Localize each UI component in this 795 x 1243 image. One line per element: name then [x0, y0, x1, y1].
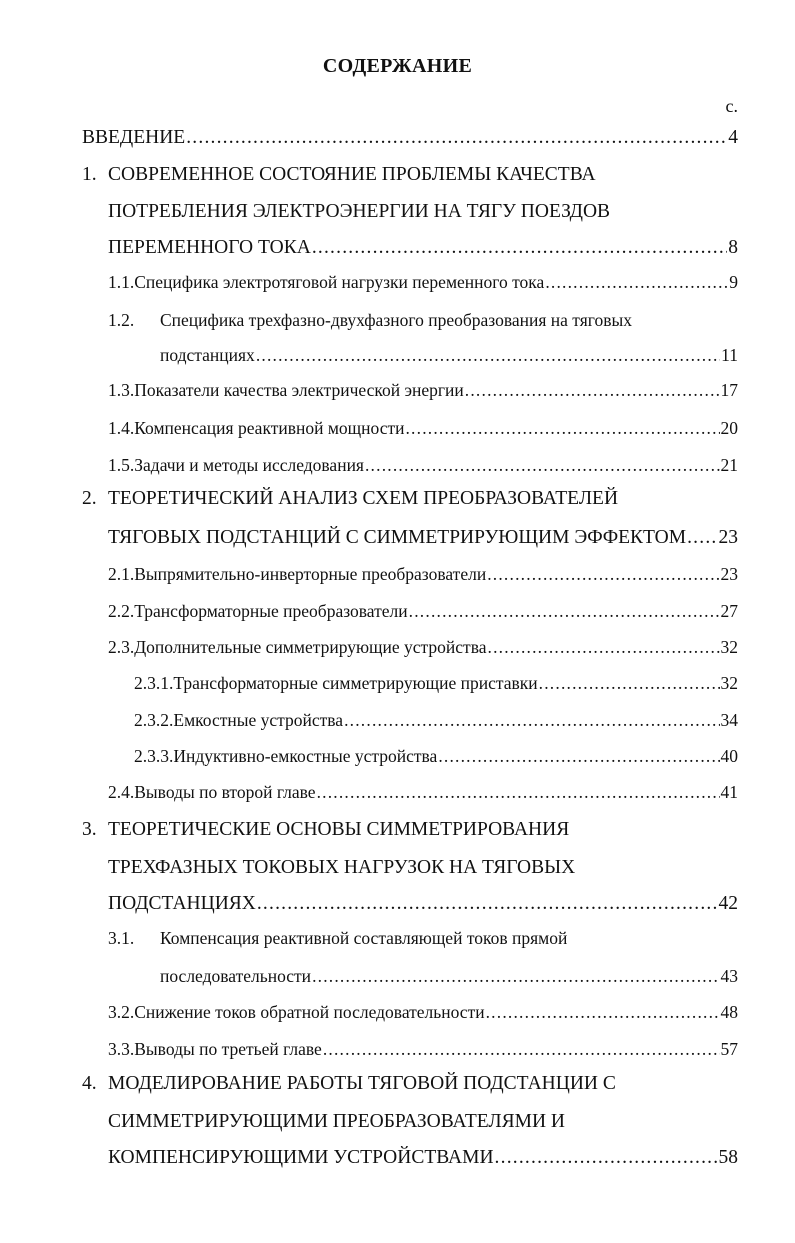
toc-line — [134, 710, 738, 736]
toc-entry-title: Специфика трехфазно-двухфазного преобразования на тяговых — [160, 310, 633, 330]
toc-entry-title: СИММЕТРИРУЮЩИМИ ПРЕОБРАЗОВАТЕЛЯМИ И — [108, 1111, 566, 1132]
toc-entry-title: ВВЕДЕНИЕ — [82, 127, 186, 148]
toc-entry-title: ПЕРЕМЕННОГО ТОКА — [108, 237, 311, 258]
toc-page-number: 58 — [718, 1147, 738, 1168]
toc-entry-number: 1.3. — [108, 380, 135, 400]
toc-line — [108, 1039, 738, 1065]
toc-line — [134, 673, 738, 699]
toc-page-number: 23 — [718, 527, 738, 548]
dot-leader — [465, 380, 720, 401]
toc-page-number: 41 — [720, 782, 738, 802]
toc-entry-number: 2.2. — [108, 601, 135, 621]
toc-entry-title: Снижение токов обратной последовательности — [134, 1002, 485, 1022]
toc-entry-title: Дополнительные симметрирующие устройства — [134, 637, 487, 657]
toc-entry-number: 1.2. — [108, 310, 135, 330]
dot-leader — [317, 782, 720, 803]
toc-entry-number: 2.3.2. — [134, 710, 174, 730]
toc-line — [108, 928, 738, 954]
toc-line — [134, 746, 738, 772]
toc-entry-title: Выводы по третьей главе — [134, 1039, 322, 1059]
dot-leader — [486, 1002, 720, 1023]
toc-page-number: 9 — [729, 272, 738, 292]
toc-entry-title: СОВРЕМЕННОЕ СОСТОЯНИЕ ПРОБЛЕМЫ КАЧЕСТВА — [108, 164, 596, 185]
dot-leader — [256, 345, 720, 366]
dot-leader — [323, 1039, 720, 1060]
toc-line — [108, 1002, 738, 1028]
toc-page-number: 42 — [718, 893, 738, 914]
toc-entry-title: Задачи и методы исследования — [134, 455, 364, 475]
dot-leader — [344, 710, 719, 731]
toc-entry-title: Выводы по второй главе — [134, 782, 316, 802]
toc-entry-title: ПОДСТАНЦИЯХ — [108, 893, 256, 914]
toc-page-number: 11 — [721, 345, 738, 365]
toc-page-number: 27 — [720, 601, 738, 621]
toc-entry-title: Компенсация реактивной мощности — [134, 418, 405, 438]
toc-page-number: 43 — [720, 966, 738, 986]
toc-line — [108, 637, 738, 663]
toc-entry-title: Компенсация реактивной составляющей токов прямой — [160, 928, 568, 948]
dot-leader — [405, 418, 719, 439]
toc-entry-title: КОМПЕНСИРУЮЩИМИ УСТРОЙСТВАМИ — [108, 1147, 494, 1168]
toc-line — [108, 1111, 738, 1137]
toc-page-number: 8 — [728, 237, 738, 258]
dot-leader — [438, 746, 719, 767]
toc-line — [108, 1147, 738, 1173]
toc-entry-title: Трансформаторные симметрирующие приставки — [173, 673, 538, 693]
page-title: СОДЕРЖАНИЕ — [322, 55, 473, 77]
toc-entry-number: 2.4. — [108, 782, 135, 802]
toc-line — [82, 819, 738, 845]
toc-line — [108, 527, 738, 553]
toc-line — [108, 272, 738, 298]
dot-leader — [409, 601, 720, 622]
toc-entry-number: 3.3. — [108, 1039, 135, 1059]
toc-entry-number: 2.3. — [108, 637, 135, 657]
toc-line — [160, 966, 738, 992]
dot-leader — [186, 127, 727, 149]
toc-page-number: 17 — [720, 380, 738, 400]
toc-page-number: 32 — [720, 673, 738, 693]
toc-line — [108, 418, 738, 444]
toc-page-number: 34 — [720, 710, 738, 730]
toc-page-number: 32 — [720, 637, 738, 657]
toc-entry-title: ТЯГОВЫХ ПОДСТАНЦИЙ С СИММЕТРИРУЮЩИМ ЭФФЕКТОМ — [108, 527, 687, 548]
dot-leader — [257, 893, 718, 915]
toc-entry-number: 4. — [82, 1073, 97, 1094]
page-column-label: с. — [725, 96, 738, 116]
dot-leader — [365, 455, 720, 476]
toc-page-number: 4 — [728, 127, 738, 148]
dot-leader — [545, 272, 728, 293]
toc-line — [82, 164, 738, 190]
toc-entry-title: ПОТРЕБЛЕНИЯ ЭЛЕКТРОЭНЕРГИИ НА ТЯГУ ПОЕЗДОВ — [108, 201, 611, 222]
toc-line — [108, 893, 738, 919]
toc-line — [108, 455, 738, 481]
toc-entry-title: ТЕОРЕТИЧЕСКИЙ АНАЛИЗ СХЕМ ПРЕОБРАЗОВАТЕЛЕЙ — [108, 488, 619, 509]
toc-entry-title: ТЕОРЕТИЧЕСКИЕ ОСНОВЫ СИММЕТРИРОВАНИЯ — [108, 819, 570, 840]
toc-line — [82, 488, 738, 514]
toc-entry-number: 2.3.3. — [134, 746, 174, 766]
toc-entry-title: Специфика электротяговой нагрузки переменного тока — [134, 272, 545, 292]
toc-line — [108, 564, 738, 590]
dot-leader — [487, 564, 719, 585]
toc-entry-title: МОДЕЛИРОВАНИЕ РАБОТЫ ТЯГОВОЙ ПОДСТАНЦИИ С — [108, 1073, 616, 1094]
toc-entry-title: ТРЕХФАЗНЫХ ТОКОВЫХ НАГРУЗОК НА ТЯГОВЫХ — [108, 857, 576, 878]
toc-entry-number: 1.5. — [108, 455, 135, 475]
toc-line — [160, 345, 738, 371]
dot-leader — [687, 527, 717, 549]
toc-line — [108, 310, 738, 336]
toc-page-number: 57 — [720, 1039, 738, 1059]
toc-entry-title: Показатели качества электрической энергии — [134, 380, 464, 400]
toc-entry-number: 3. — [82, 819, 97, 840]
dot-leader — [539, 673, 720, 694]
toc-entry-number: 1.1. — [108, 272, 135, 292]
toc-entry-number: 2.3.1. — [134, 673, 174, 693]
toc-entry-title: Емкостные устройства — [173, 710, 344, 730]
toc-entry-title: Трансформаторные преобразователи — [134, 601, 408, 621]
toc-page-number: 40 — [720, 746, 738, 766]
dot-leader — [312, 966, 719, 987]
toc-line — [108, 857, 738, 883]
toc-entry-title: подстанциях — [160, 345, 255, 365]
toc-entry-title: Выпрямительно-инверторные преобразователи — [134, 564, 487, 584]
toc-line — [108, 201, 738, 227]
toc-page-number: 21 — [720, 455, 738, 475]
toc-line — [108, 601, 738, 627]
dot-leader — [495, 1147, 718, 1169]
toc-page-number: 23 — [720, 564, 738, 584]
toc-entry-number: 2. — [82, 488, 97, 509]
toc-line — [82, 1073, 738, 1099]
toc-page-number: 20 — [720, 418, 738, 438]
toc-line — [82, 127, 738, 153]
toc-page-number: 48 — [720, 1002, 738, 1022]
toc-entry-number: 3.1. — [108, 928, 135, 948]
toc-line — [108, 380, 738, 406]
toc-line — [108, 237, 738, 263]
dot-leader — [488, 637, 720, 658]
toc-entry-title: последовательности — [160, 966, 312, 986]
toc-line — [108, 782, 738, 808]
toc-entry-number: 1. — [82, 164, 97, 185]
toc-entry-title: Индуктивно-емкостные устройства — [173, 746, 438, 766]
toc-entry-number: 2.1. — [108, 564, 135, 584]
toc-entry-number: 3.2. — [108, 1002, 135, 1022]
dot-leader — [312, 237, 727, 259]
toc-entry-number: 1.4. — [108, 418, 135, 438]
